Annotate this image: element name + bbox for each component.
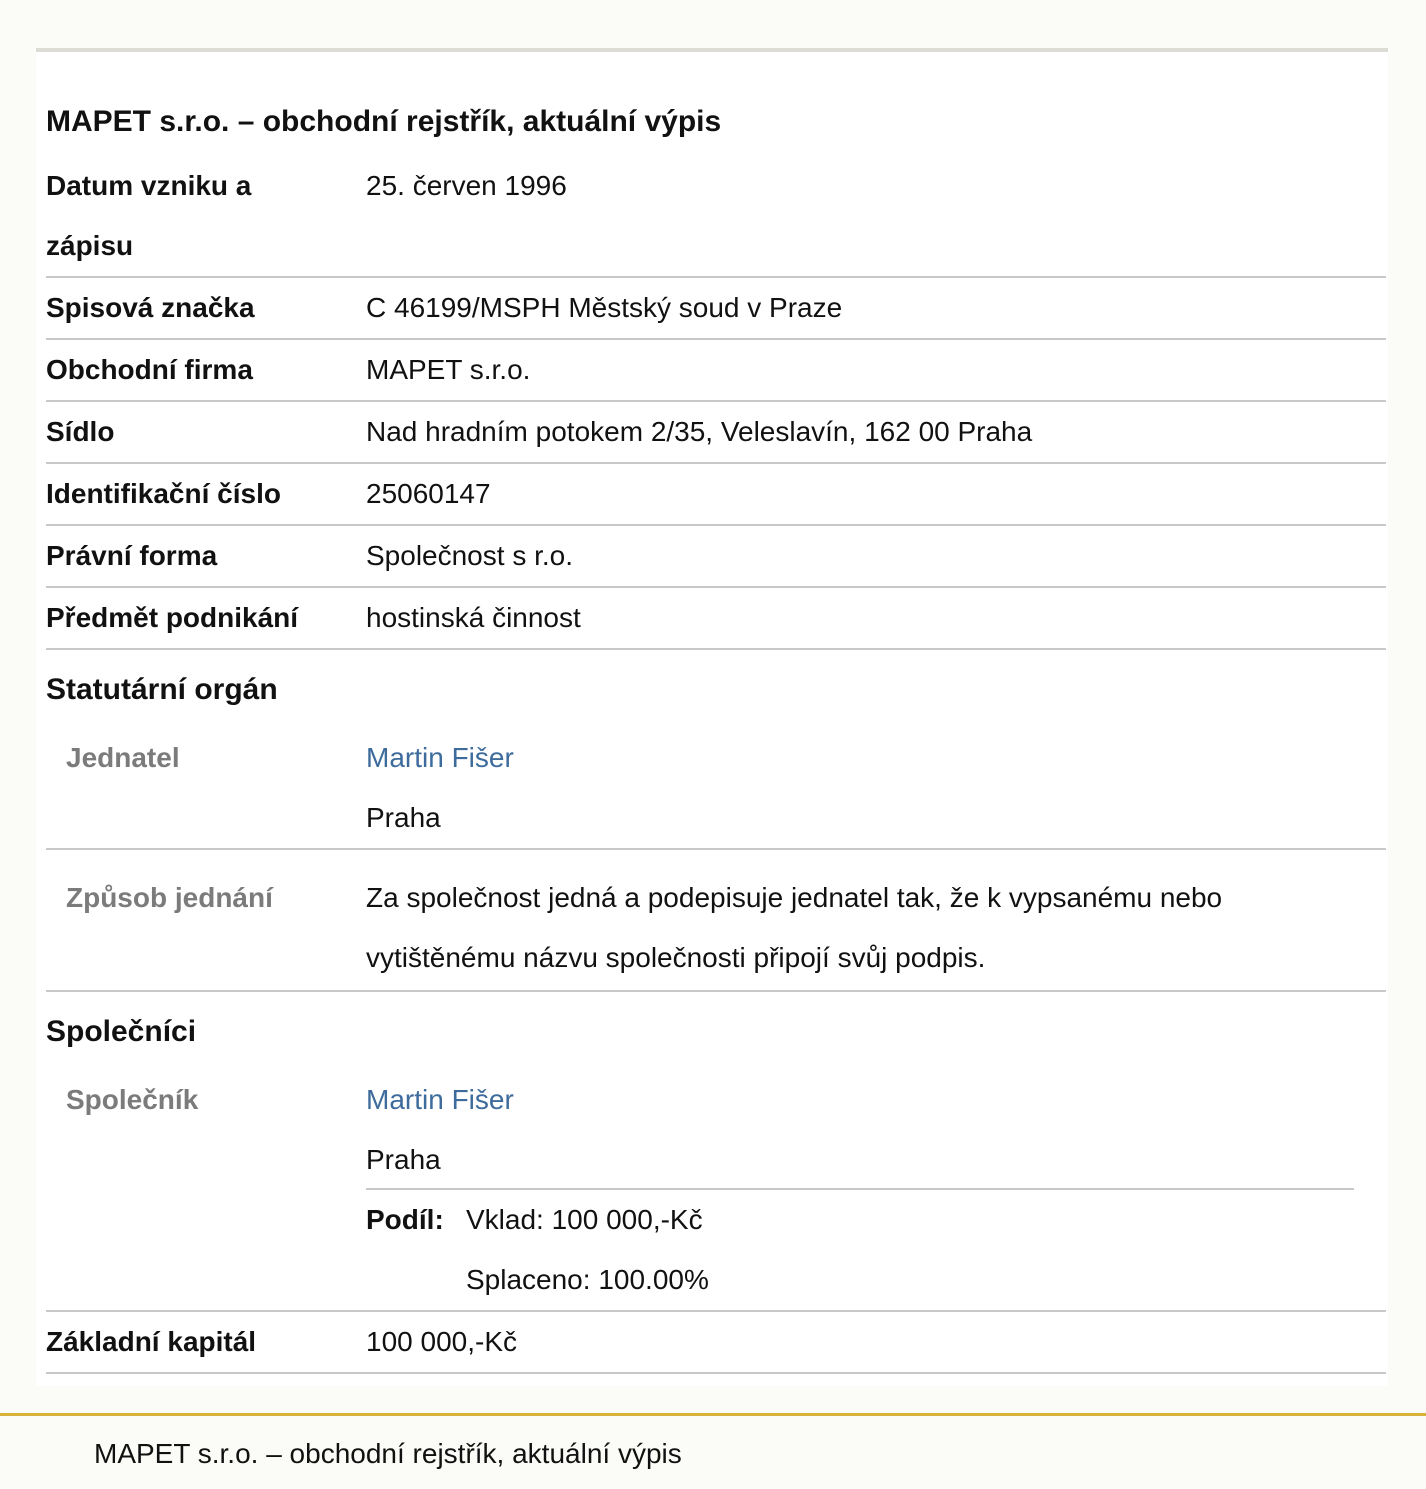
value-obchodni-firma: MAPET s.r.o.	[366, 354, 531, 385]
value-ico: 25060147	[366, 478, 491, 509]
label-ico: Identifikační číslo	[46, 478, 281, 509]
spolecnik-city: Praha	[366, 1144, 441, 1175]
value-spolecnik	[366, 1070, 1356, 1190]
row-spolecnik	[46, 1070, 1386, 1312]
label-pravni-forma: Právní forma	[46, 540, 218, 571]
section-heading-spolecnici: Společníci	[46, 1015, 197, 1048]
link-jednatel-name[interactable]: Martin Fišer	[366, 742, 514, 773]
row-zpusob-jednani	[46, 850, 1386, 992]
value-spisova-znacka: C 46199/MSPH Městský soud v Praze	[366, 292, 843, 323]
value-pravni-forma: Společnost s r.o.	[366, 540, 574, 571]
label-predmet-podnikani: Předmět podnikání	[46, 602, 299, 633]
splaceno-value: Splaceno: 100.00%	[466, 1264, 709, 1295]
label-jednatel: Jednatel	[66, 742, 180, 773]
row-obchodni-firma	[46, 340, 1386, 402]
row-zakladni-kapital	[46, 1312, 1386, 1374]
label-datum-vzniku: Datum vzniku a zápisu	[46, 170, 252, 261]
value-zpusob-jednani: Za společnost jedná a podepisuje jednatel tak, že k vypsanému nebo vytištěnému názvu společnosti připojí svůj podpis.	[366, 882, 1223, 973]
row-datum-vzniku	[46, 156, 1386, 278]
value-zakladni-kapital: 100 000,-Kč	[366, 1326, 517, 1357]
jednatel-city: Praha	[366, 802, 441, 833]
label-obchodni-firma: Obchodní firma	[46, 354, 253, 385]
row-spisova-znacka	[46, 278, 1386, 340]
label-zpusob-jednani: Způsob jednání	[66, 882, 273, 913]
label-sidlo: Sídlo	[46, 416, 115, 447]
link-spolecnik-name[interactable]: Martin Fišer	[366, 1084, 514, 1115]
footer	[0, 1413, 1426, 1489]
value-jednatel	[366, 728, 1356, 848]
row-sidlo	[46, 402, 1386, 464]
vklad-value: Vklad: 100 000,-Kč	[466, 1204, 703, 1235]
page-title: MAPET s.r.o. – obchodní rejstřík, aktuální výpis	[46, 105, 722, 138]
footer-title: MAPET s.r.o. – obchodní rejstřík, aktuální výpis	[94, 1438, 682, 1469]
value-sidlo: Nad hradním potokem 2/35, Veleslavín, 162 00 Praha	[366, 416, 1033, 447]
section-heading-statutarni-organ: Statutární orgán	[46, 673, 278, 706]
label-spisova-znacka: Spisová značka	[46, 292, 255, 323]
podil-label: Podíl:	[366, 1204, 444, 1235]
value-datum-vzniku: 25. červen 1996	[366, 170, 567, 201]
row-predmet-podnikani	[46, 588, 1386, 650]
label-zakladni-kapital: Základní kapitál	[46, 1326, 257, 1357]
row-ico	[46, 464, 1386, 526]
row-pravni-forma	[46, 526, 1386, 588]
row-jednatel	[46, 728, 1386, 850]
value-predmet-podnikani: hostinská činnost	[366, 602, 581, 633]
label-spolecnik: Společník	[66, 1084, 199, 1115]
content-card	[36, 48, 1388, 1386]
podil-block	[366, 1188, 1354, 1310]
